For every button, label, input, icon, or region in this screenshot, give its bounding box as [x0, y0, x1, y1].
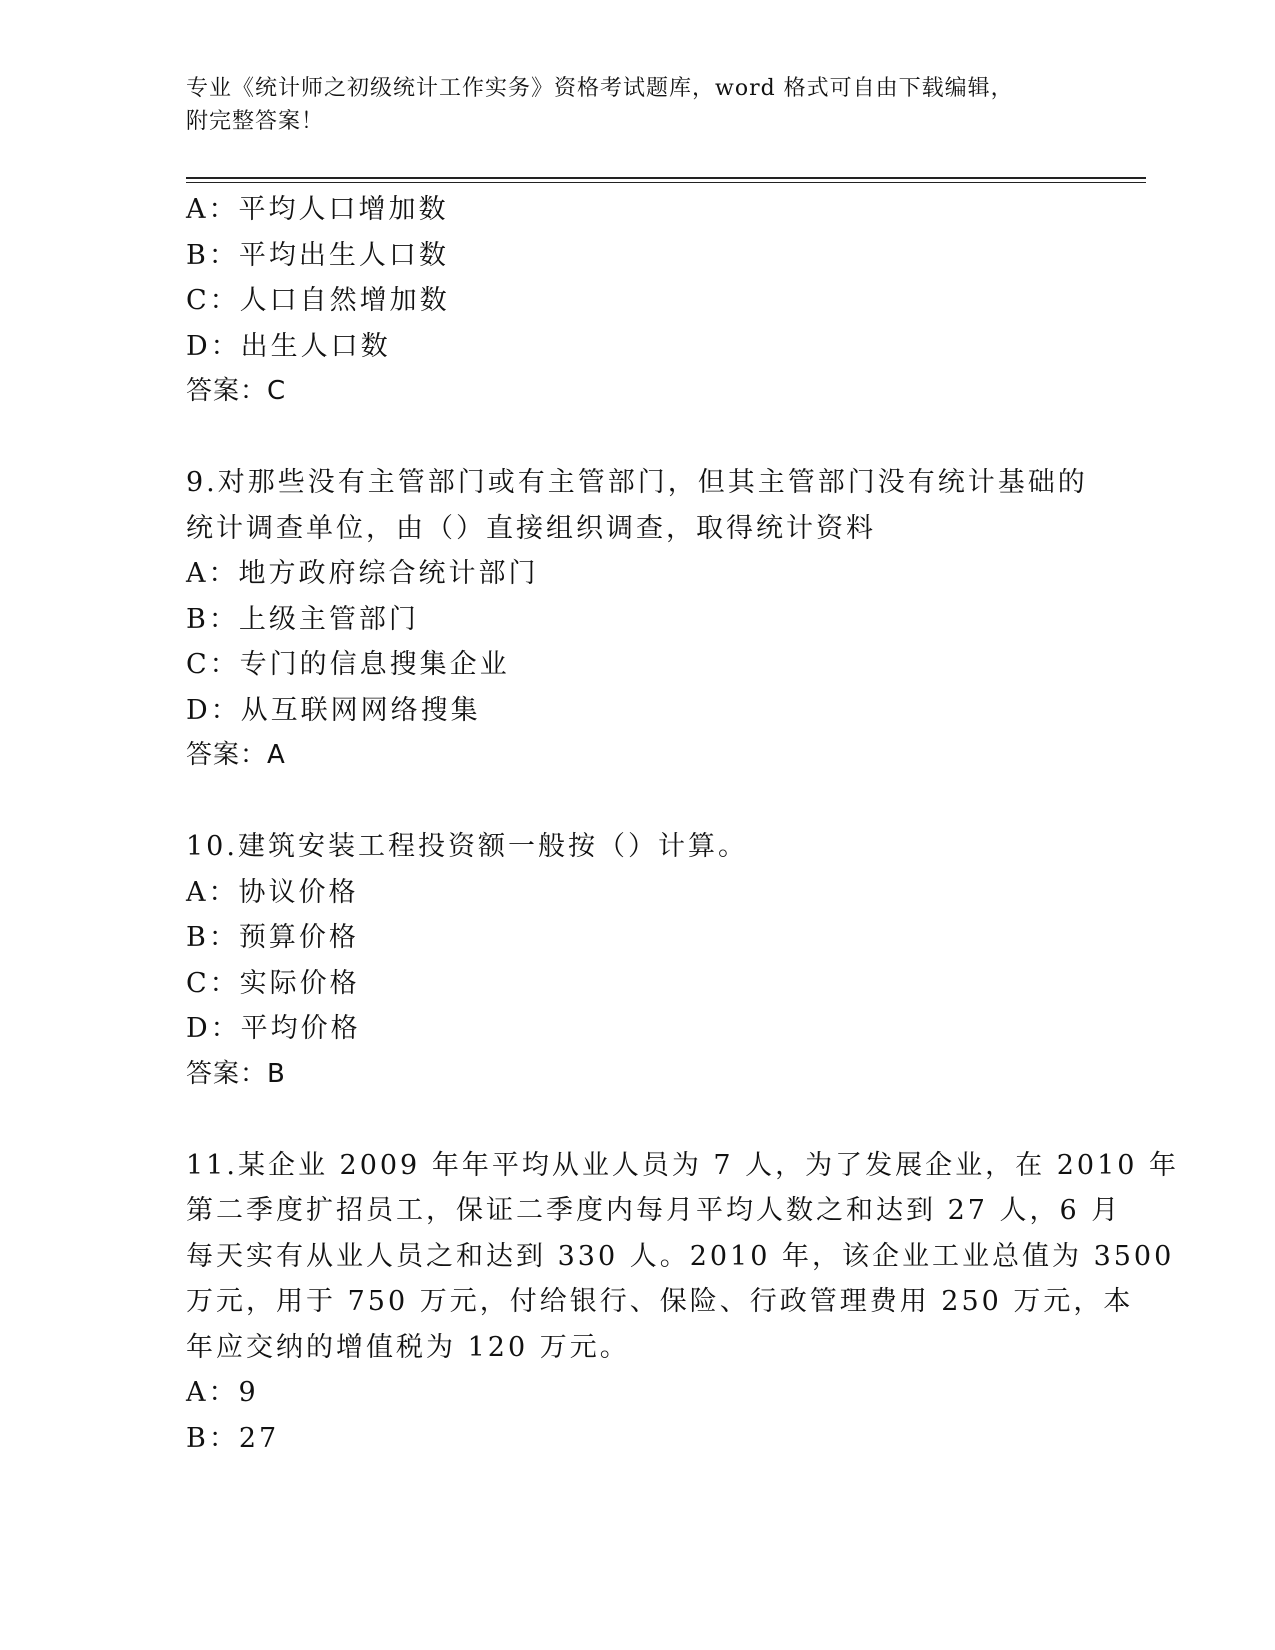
question-text-line: 统计调查单位，由（）直接组织调查，取得统计资料 [186, 512, 876, 544]
question-text-line: 万元，用于 750 万元，付给银行、保险、行政管理费用 250 万元，本 [186, 1286, 1134, 1317]
option-d: D：出生人口数 [186, 330, 391, 362]
option-c: C：人口自然增加数 [186, 285, 450, 316]
header-line-2: 附完整答案！ [186, 109, 325, 134]
document-header [186, 72, 1066, 138]
question-8 [186, 187, 1086, 415]
question-text-line: 每天实有从业人员之和达到 330 人。2010 年，该企业工业总值为 3500 [186, 1240, 1175, 1272]
question-9 [186, 460, 1086, 779]
question-list [186, 187, 1180, 1461]
option-d: D：平均价格 [186, 1013, 361, 1044]
question-11 [186, 1143, 1180, 1462]
header-divider-thin [186, 182, 1146, 183]
question-text-line: 10.建筑安装工程投资额一般按（）计算。 [186, 831, 748, 862]
answer: 答案：A [186, 740, 286, 770]
question-text-line: 年应交纳的增值税为 120 万元。 [186, 1331, 630, 1363]
option-b: B：平均出生人口数 [186, 239, 449, 271]
question-text-line: 第二季度扩招员工，保证二季度内每月平均人数之和达到 27 人，6 月 [186, 1195, 1122, 1226]
option-a: A：平均人口增加数 [186, 194, 449, 225]
option-d: D：从互联网网络搜集 [186, 694, 481, 726]
option-a: A：9 [186, 1377, 259, 1408]
option-a: A：协议价格 [186, 876, 359, 908]
option-b: B：预算价格 [186, 922, 359, 953]
question-text-line: 11.某企业 2009 年年平均从业人员为 7 人，为了发展企业，在 2010 年 [186, 1149, 1180, 1181]
question-text-line: 9.对那些没有主管部门或有主管部门，但其主管部门没有统计基础的 [186, 467, 1088, 498]
header-line-1: 专业《统计师之初级统计工作实务》资格考试题库，word 格式可自由下载编辑， [186, 76, 1014, 101]
option-b: B：27 [186, 1422, 280, 1454]
question-10 [186, 824, 1086, 1097]
answer: 答案：C [186, 376, 287, 406]
option-a: A：地方政府综合统计部门 [186, 558, 539, 589]
answer: 答案：B [186, 1058, 286, 1089]
header-divider-thick [186, 177, 1146, 179]
option-b: B：上级主管部门 [186, 603, 419, 635]
option-c: C：专门的信息搜集企业 [186, 649, 510, 680]
option-c: C：实际价格 [186, 967, 360, 999]
